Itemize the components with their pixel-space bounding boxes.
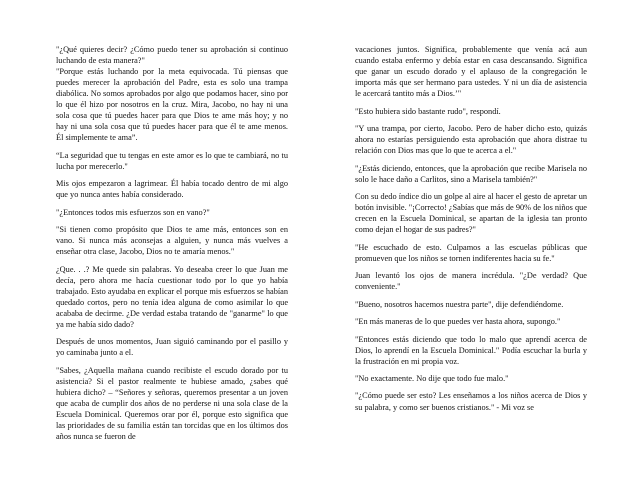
- paragraph: "Y una trampa, por cierto, Jacobo. Pero de haber dicho esto, quizás ahora no estarías persiguiendo esta aprobación que ahora distrae tu relación con Dios mas que lo que te acerca a el.": [355, 124, 587, 156]
- paragraph: "Si tienen como propósito que Dios te ame más, entonces son en vano. Si nunca más aconsejas a alguien, y nunca más vuelves a enseñar otra clase, Jacobo, Dios no te amaría menos.": [56, 225, 288, 257]
- paragraph: "¿Qué quieres decir? ¿Cómo puedo tener su aprobación si continuo luchando de esta manera?": [56, 45, 288, 66]
- paragraph: "Esto hubiera sido bastante rudo", respondí.: [355, 106, 501, 116]
- paragraph: Con su dedo índice dio un golpe al aire al hacer el gesto de apretar un botón invisible. "¡Correcto! ¿Sabías que más de 90% de los niños que crecen en la Escuela Dominical, se apartan de la iglesia tan pronto como dejan el hogar de sus padres?": [355, 192, 587, 235]
- paragraph: Mis ojos empezaron a lagrimear. Él había tocado dentro de mi algo que yo nunca antes había considerado.: [56, 179, 288, 200]
- paragraph: vacaciones juntos. Significa, probablemente que venía acá aun cuando estaba enfermo y debía estar en casa descansando. Significa que ganar un escudo dorado y el aplauso de la congregación le importa más que ser hermano para ustedes. Y ni un día de asistencia le acercará tantito más a Dios.’": [355, 45, 587, 99]
- paragraph: "¿Cómo puede ser esto? Les enseñamos a los niños acerca de Dios y su palabra, y como ser buenos cristianos." - Mi voz se: [355, 391, 587, 412]
- paragraph: "Porque estás luchando por la meta equivocada. Tú piensas que puedes merecer la aprobación del Padre, esta es solo una trampa diabólica. No somos aprobados por algo que podamos hacer, sino por lo que él hizo por nosotros en la cruz. Mira, Jacobo, no hay ni una sola cosa que tú puedes hacer para que Dios te ame más hoy; y no hay ni una sola cosa que tú puedes hacer para que él te ame menos. Él simplemente te ama”.: [56, 67, 288, 143]
- paragraph: "Entonces estás diciendo que todo lo malo que aprendí acerca de Dios, lo aprendí en la Escuela Dominical." Podía escuchar la burla y la frustración en mi propia voz.: [355, 334, 587, 366]
- paragraph: "¿Entonces todos mis esfuerzos son en vano?": [56, 207, 210, 217]
- left-text-column: [56, 44, 288, 449]
- paragraph: "¿Estás diciendo, entonces, que la aprobación que recibe Marisela no solo le hace daño a Carlitos, sino a Marisela también?": [355, 163, 587, 184]
- paragraph: ¿Que. . .? Me quede sin palabras. Yo deseaba creer lo que Juan me decía, pero ahora me hacía cuestionar todo por lo que yo había trabajado. Esto ayudaba en explicar el porque mis esfuerzos se habían quedado cortos, pero no tenía idea alguna de como asimilar lo que acababa de decirme. ¿De verdad estaba tratando de "ganarme" lo que ya me había sido dado?: [56, 264, 288, 329]
- paragraph: "Bueno, nosotros hacemos nuestra parte", dije defendiéndome.: [355, 299, 564, 309]
- right-text-column: [355, 44, 587, 419]
- paragraph: "En más maneras de lo que puedes ver hasta ahora, supongo.": [355, 317, 561, 327]
- paragraph: "No exactamente. No dije que todo fue malo.": [355, 374, 509, 384]
- paragraph: “La seguridad que tu tengas en este amor es lo que te cambiará, no tu lucha por merecerlo.": [56, 150, 288, 171]
- paragraph: "Sabes, ¿Aquella mañana cuando recibiste el escudo dorado por tu asistencia? Si el pastor realmente te hubiese amado, ¿sabes qué hubiera dicho? – “Señores y señoras, queremos presentar a un joven que acaba de cumplir dos años de no perderse ni una sola clase de la Escuela Dominical. Queremos orar por él, porque esto significa que las prioridades de su familia están tan torcidas que en los últimos dos años nunca se fueron de: [56, 365, 288, 442]
- paragraph: Juan levantó los ojos de manera incrédula. "¿De verdad? Que conveniente.": [355, 271, 587, 292]
- paragraph: "He escuchado de esto. Culpamos a las escuelas públicas que promueven que los niños se tornen indiferentes hacia su fe.": [355, 242, 587, 263]
- paragraph: Después de unos momentos, Juan siguió caminando por el pasillo y yo caminaba junto a el.: [56, 337, 288, 358]
